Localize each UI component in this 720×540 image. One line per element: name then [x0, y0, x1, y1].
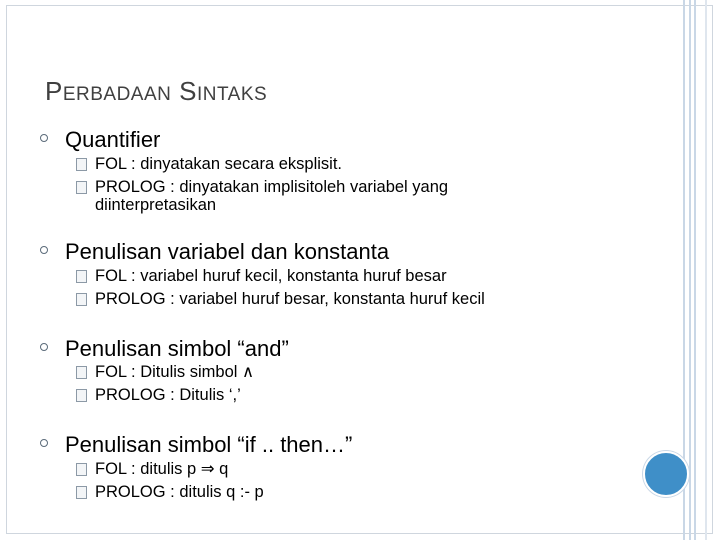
sub-item-text: PROLOG : variabel huruf besar, konstanta huruf kecil — [95, 290, 485, 308]
circle-bullet-icon — [40, 439, 48, 447]
title-part: S — [179, 76, 197, 106]
sub-item-text: PROLOG : dinyatakan implisitoleh variabel yang — [95, 178, 449, 196]
title-part: P — [45, 76, 63, 106]
title-part: INTAKS — [196, 84, 268, 105]
sub-item-text: diinterpretasikan — [95, 196, 217, 214]
box-bullet-icon — [76, 486, 87, 499]
sub-item-text: PROLOG : ditulis q :- p — [95, 483, 264, 501]
title-part: ERBADAAN — [62, 84, 172, 105]
decor-line — [705, 0, 707, 540]
sub-item-text: PROLOG : Ditulis ‘,’ — [95, 386, 241, 404]
sub-item-text: FOL : Ditulis simbol ∧ — [95, 363, 255, 381]
slide-title — [45, 76, 267, 107]
list-item-heading: Penulisan variabel dan konstanta — [65, 239, 390, 264]
circle-bullet-icon — [40, 343, 48, 351]
box-bullet-icon — [76, 270, 87, 283]
box-bullet-icon — [76, 181, 87, 194]
sub-item-text: FOL : variabel huruf kecil, konstanta huruf besar — [95, 267, 447, 285]
box-bullet-icon — [76, 366, 87, 379]
circle-bullet-icon — [40, 246, 48, 254]
circle-bullet-icon — [40, 134, 48, 142]
sub-item-text: FOL : dinyatakan secara eksplisit. — [95, 155, 343, 173]
list-item-heading: Penulisan simbol “if .. then…” — [65, 432, 353, 457]
list-item-heading: Penulisan simbol “and” — [65, 336, 289, 361]
box-bullet-icon — [76, 389, 87, 402]
box-bullet-icon — [76, 158, 87, 171]
decor-circle — [643, 451, 689, 497]
list-item-heading: Quantifier — [65, 127, 161, 152]
sub-item-text: FOL : ditulis p ⇒ q — [95, 460, 229, 478]
decor-line — [689, 0, 691, 540]
box-bullet-icon — [76, 293, 87, 306]
decor-line — [694, 0, 696, 540]
box-bullet-icon — [76, 463, 87, 476]
